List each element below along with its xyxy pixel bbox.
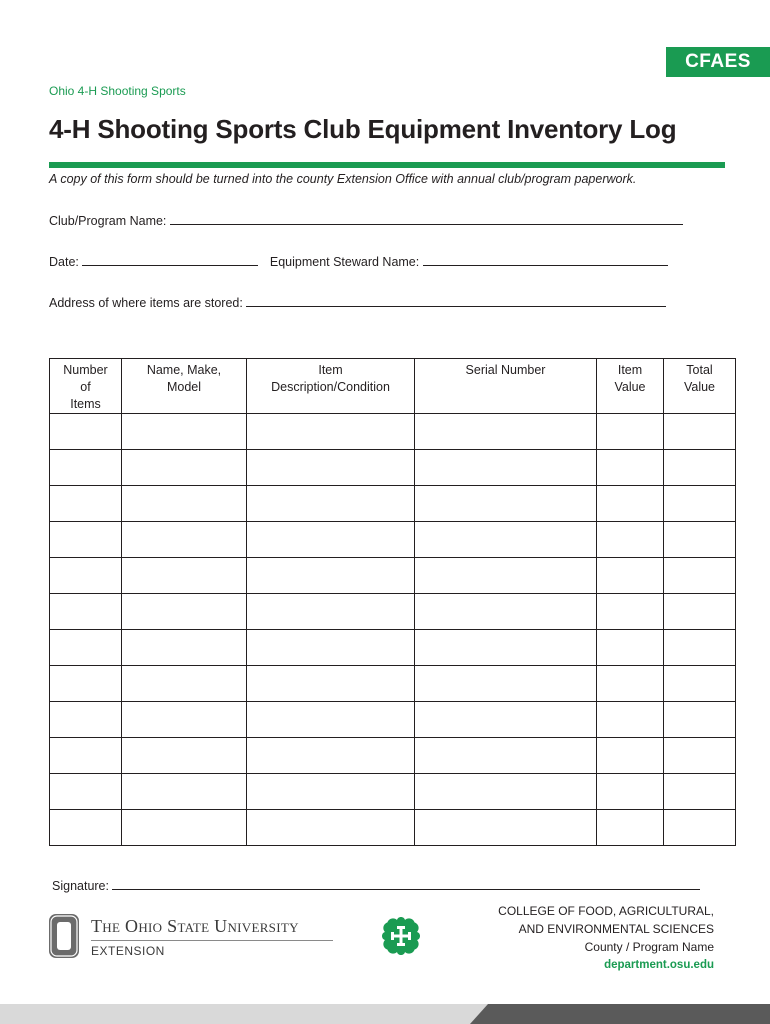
address-field[interactable] (49, 294, 666, 310)
header-serial-number (415, 359, 597, 414)
table-cell[interactable] (664, 486, 736, 522)
header-line: Value (614, 380, 646, 394)
table-body (50, 414, 736, 846)
table-cell[interactable] (247, 558, 415, 594)
signature-field[interactable] (52, 877, 700, 893)
table-cell[interactable] (597, 594, 664, 630)
table-cell[interactable] (415, 522, 597, 558)
table-row (50, 774, 736, 810)
table-cell[interactable] (597, 702, 664, 738)
table-header-row (50, 359, 736, 414)
table-cell[interactable] (247, 522, 415, 558)
header-line: Number (63, 363, 108, 377)
table-cell[interactable] (122, 486, 247, 522)
table-cell[interactable] (247, 486, 415, 522)
footer-band-dark (470, 1004, 770, 1024)
table-cell[interactable] (664, 594, 736, 630)
table-cell[interactable] (122, 450, 247, 486)
table-cell[interactable] (247, 414, 415, 450)
table-cell[interactable] (50, 774, 122, 810)
date-blank[interactable] (82, 253, 258, 266)
page-title: 4-H Shooting Sports Club Equipment Inventory Log (49, 114, 677, 144)
table-row (50, 810, 736, 846)
header-line: Total (686, 363, 713, 377)
header-line: Model (166, 380, 202, 394)
table-cell[interactable] (415, 414, 597, 450)
table-row (50, 702, 736, 738)
header-line: Item (318, 363, 343, 377)
table-cell[interactable] (50, 666, 122, 702)
table-cell[interactable] (664, 774, 736, 810)
table-row (50, 630, 736, 666)
table-cell[interactable] (597, 810, 664, 846)
table-cell[interactable] (122, 594, 247, 630)
four-h-clover-icon (377, 912, 425, 960)
table-cell[interactable] (415, 594, 597, 630)
header-item-description (247, 359, 415, 414)
department-website[interactable]: department.osu.edu (604, 959, 714, 971)
table-cell[interactable] (50, 738, 122, 774)
header-line: Serial Number (465, 363, 546, 377)
table-cell[interactable] (415, 810, 597, 846)
table-cell[interactable] (597, 630, 664, 666)
header-item-value (597, 359, 664, 414)
table-row (50, 594, 736, 630)
table-row (50, 666, 736, 702)
address-blank[interactable] (246, 294, 666, 307)
header-total-value (664, 359, 736, 414)
program-label: Ohio 4-H Shooting Sports (49, 84, 186, 98)
table-cell[interactable] (247, 450, 415, 486)
table-cell[interactable] (415, 666, 597, 702)
table-cell[interactable] (664, 810, 736, 846)
table-row (50, 558, 736, 594)
steward-name-blank[interactable] (423, 253, 668, 266)
table-cell[interactable] (415, 630, 597, 666)
table-cell[interactable] (122, 414, 247, 450)
header-line: Value (683, 380, 716, 394)
header-line: Items (70, 397, 101, 411)
table-cell[interactable] (50, 558, 122, 594)
table-cell[interactable] (122, 558, 247, 594)
cfaes-badge: CFAES (666, 47, 770, 77)
table-cell[interactable] (247, 594, 415, 630)
club-name-field[interactable] (49, 212, 683, 228)
table-cell[interactable] (247, 810, 415, 846)
header-name-make-model (122, 359, 247, 414)
table-cell[interactable] (597, 558, 664, 594)
table-cell[interactable] (50, 810, 122, 846)
club-name-label: Club/Program Name: (49, 214, 167, 228)
table-cell[interactable] (247, 666, 415, 702)
steward-name-label: Equipment Steward Name: (269, 255, 420, 269)
table-cell[interactable] (122, 810, 247, 846)
table-cell[interactable] (50, 630, 122, 666)
table-cell[interactable] (247, 702, 415, 738)
table-cell[interactable] (50, 702, 122, 738)
header-line: of (80, 380, 91, 394)
table-cell[interactable] (664, 666, 736, 702)
county-program-name: County / Program Name (584, 940, 714, 954)
table-cell[interactable] (597, 450, 664, 486)
table-cell[interactable] (415, 738, 597, 774)
club-name-blank[interactable] (170, 212, 683, 225)
table-row (50, 414, 736, 450)
table-cell[interactable] (415, 486, 597, 522)
header-line: Description/Condition (271, 380, 390, 394)
table-cell[interactable] (597, 774, 664, 810)
table-cell[interactable] (597, 414, 664, 450)
table-cell[interactable] (415, 702, 597, 738)
table-cell[interactable] (664, 702, 736, 738)
table-cell[interactable] (50, 450, 122, 486)
table-cell[interactable] (122, 666, 247, 702)
table-cell[interactable] (664, 738, 736, 774)
table-cell[interactable] (122, 522, 247, 558)
table-cell[interactable] (50, 414, 122, 450)
header-number-of-items (50, 359, 122, 414)
table-row (50, 450, 736, 486)
table-cell[interactable] (664, 414, 736, 450)
signature-label: Signature: (52, 879, 109, 893)
table-cell[interactable] (122, 630, 247, 666)
osu-name: The Ohio State University (91, 916, 299, 936)
table-cell[interactable] (50, 594, 122, 630)
table-cell[interactable] (664, 522, 736, 558)
inventory-table (49, 358, 736, 846)
table-row (50, 738, 736, 774)
date-label: Date: (49, 255, 79, 269)
table-cell[interactable] (415, 774, 597, 810)
table-cell[interactable] (664, 630, 736, 666)
table-cell[interactable] (247, 630, 415, 666)
header-line: Item (617, 363, 643, 377)
table-cell[interactable] (597, 666, 664, 702)
ohio-state-block-o-icon (48, 913, 80, 959)
signature-blank[interactable] (112, 877, 700, 890)
title-rule (49, 162, 725, 168)
table-cell[interactable] (597, 738, 664, 774)
college-block (498, 902, 714, 974)
osu-divider (91, 940, 333, 941)
table-cell[interactable] (50, 522, 122, 558)
table-cell[interactable] (597, 486, 664, 522)
table-cell[interactable] (415, 450, 597, 486)
table-cell[interactable] (122, 738, 247, 774)
intro-text: A copy of this form should be turned into the county Extension Office with annual club/program paperwork. (49, 172, 637, 186)
table-cell[interactable] (247, 774, 415, 810)
address-label: Address of where items are stored: (49, 296, 243, 310)
table-cell[interactable] (664, 558, 736, 594)
table-cell[interactable] (597, 522, 664, 558)
table-cell[interactable] (122, 702, 247, 738)
table-row (50, 522, 736, 558)
table-cell[interactable] (415, 558, 597, 594)
college-line-2: AND ENVIRONMENTAL SCIENCES (518, 922, 714, 936)
table-row (50, 486, 736, 522)
date-steward-row (49, 253, 668, 269)
college-line-1: COLLEGE OF FOOD, AGRICULTURAL, (498, 904, 714, 918)
osu-extension-label: EXTENSION (91, 944, 165, 958)
table-cell[interactable] (664, 450, 736, 486)
table-cell[interactable] (247, 738, 415, 774)
header-line: Name, Make, (146, 363, 222, 377)
table-cell[interactable] (122, 774, 247, 810)
table-cell[interactable] (50, 486, 122, 522)
